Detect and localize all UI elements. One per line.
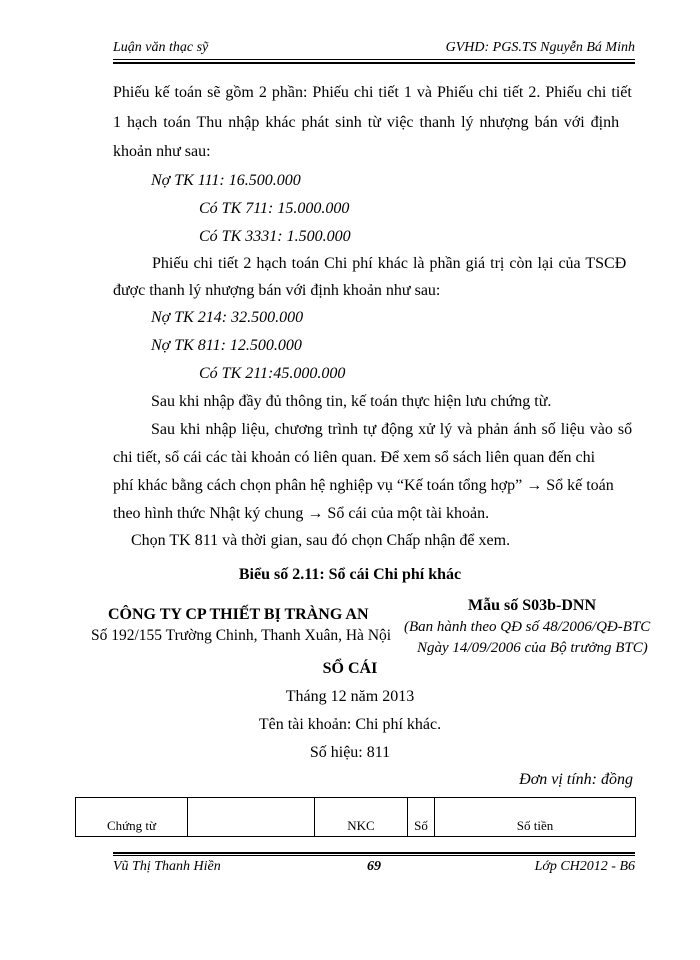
ledger-period: Tháng 12 năm 2013 [285,688,415,705]
col-voucher: Chứng từ [76,798,188,837]
ledger-account-name: Tên tài khoản: Chi phí khác. [258,716,442,733]
page-number: 69 [367,859,381,874]
figure-caption: Biểu số 2.11: Sổ cái Chi phí khác [238,566,462,583]
company-name: CÔNG TY CP THIẾT BỊ TRÀNG AN [108,606,369,623]
para3: Sau khi nhập đầy đủ thông tin, kế toán thực hiện lưu chứng từ. [151,393,552,410]
header-right: GVHD: PGS.TS Nguyễn Bá Minh [445,40,635,55]
para4-line2: chi tiết, sổ cái các tài khoản có liên quan. Để xem sổ sách liên quan đến chi [113,449,596,466]
entry-debit-111: Nợ TK 111: 16.500.000 [151,172,301,189]
para4-line3: phí khác bằng cách chọn phân hệ nghiệp vụ “Kế toán tổng hợp” → Sổ kế toán [113,477,614,494]
para2-line1: Phiếu chi tiết 2 hạch toán Chi phí khác là phần giá trị còn lại của TSCĐ [152,255,627,272]
form-note-2: Ngày 14/09/2006 của Bộ trưởng BTC) [417,640,648,656]
entry-debit-214: Nợ TK 214: 32.500.000 [151,309,304,326]
para1-line2: 1 hạch toán Thu nhập khác phát sinh từ việc thanh lý nhượng bán với định [113,114,620,131]
entry-credit-711: Có TK 711: 15.000.000 [199,200,350,217]
footer-rule [113,855,635,856]
ledger-unit: Đơn vị tính: đồng [519,771,633,788]
footer-author: Vũ Thị Thanh Hiền [113,859,221,874]
para5: Chọn TK 811 và thời gian, sau đó chọn Chấp nhận để xem. [131,532,511,549]
col-amount: Số tiền [435,798,636,837]
footer-rule-thick [113,852,635,854]
ledger-header-row [76,798,636,837]
ledger-title: SỔ CÁI [322,660,378,677]
ledger-account-number: Số hiệu: 811 [309,744,391,761]
entry-credit-211: Có TK 211:45.000.000 [199,365,346,382]
footer-class: Lớp CH2012 - B6 [534,859,635,874]
para1-line1: Phiếu kế toán sẽ gồm 2 phần: Phiếu chi tiết 1 và Phiếu chi tiết 2. Phiếu chi tiết [113,84,632,101]
para4-line4: theo hình thức Nhật ký chung → Sổ cái của một tài khoản. [113,505,490,522]
company-address: Số 192/155 Trường Chinh, Thanh Xuân, Hà Nội [91,627,392,644]
form-code: Mẫu số S03b-DNN [468,597,597,614]
col-number: Số [408,798,435,837]
ledger-table [75,797,636,837]
entry-credit-3331: Có TK 3331: 1.500.000 [199,228,351,245]
col-nkc: NKC [315,798,408,837]
header-left: Luận văn thạc sỹ [113,40,209,55]
form-note-1: (Ban hành theo QĐ số 48/2006/QĐ-BTC [404,619,651,635]
para4-line1: Sau khi nhập liệu, chương trình tự động xử lý và phản ánh số liệu vào sổ [151,421,633,438]
para1-line3: khoản như sau: [113,143,211,160]
para2-line2: được thanh lý nhượng bán với định khoản như sau: [113,282,441,299]
header-rule-thick [113,62,635,64]
entry-debit-811: Nợ TK 811: 12.500.000 [151,337,302,354]
header-rule [113,59,635,60]
col-blank [188,798,315,837]
